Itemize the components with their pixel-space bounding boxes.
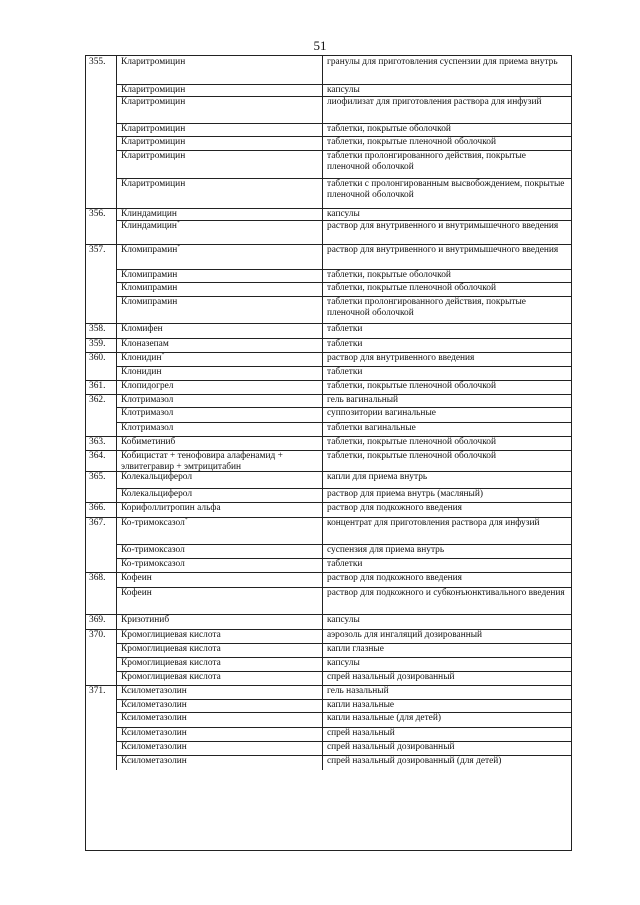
table-row (86, 727, 571, 741)
row-number: 356. (89, 209, 106, 219)
row-divider (116, 366, 571, 367)
drug-name (116, 685, 322, 699)
table-row (86, 657, 571, 671)
footnote-marker: * (177, 244, 181, 250)
row-divider (116, 96, 571, 97)
table-row (86, 150, 571, 178)
table-row (86, 178, 571, 208)
drug-name (116, 558, 322, 572)
table-row (86, 220, 571, 244)
table-row (86, 407, 571, 422)
row-divider (116, 136, 571, 137)
dosage-form: таблетки, покрытые оболочкой (322, 123, 573, 136)
row-number (86, 407, 116, 422)
table-row (86, 436, 571, 450)
row-number: 361. (89, 381, 106, 391)
drug-name (116, 517, 322, 544)
row-divider (116, 587, 571, 588)
dosage-form: таблетки, покрытые пленочной оболочкой (322, 380, 573, 394)
table-row (86, 323, 571, 338)
row-number (86, 123, 116, 136)
table-row (86, 96, 571, 123)
drug-name (116, 643, 322, 657)
row-number (86, 136, 116, 150)
drug-name-text: Кломипрамин (121, 245, 178, 255)
drug-name-text: Клиндамицин (121, 221, 177, 231)
drug-name-text: Кларитромицин (121, 85, 186, 95)
drug-name-text: Клотримазол (121, 408, 174, 418)
row-number (86, 587, 116, 614)
drug-name-text: Клоназепам (121, 339, 169, 349)
drug-name (116, 741, 322, 755)
drug-name (116, 244, 322, 269)
row-divider (116, 643, 571, 644)
row-number (86, 84, 116, 96)
row-divider (116, 712, 571, 713)
row-number: 368. (89, 573, 106, 583)
drug-name (116, 366, 322, 380)
dosage-form: таблетки пролонгированного действия, покрытые пленочной оболочкой (322, 150, 573, 178)
drug-name-text: Ксилометазолин (121, 700, 187, 710)
drug-name (116, 220, 322, 244)
page-number: 51 (313, 38, 327, 53)
drug-name (116, 488, 322, 502)
table-row (86, 296, 571, 323)
drug-name-text: Кларитромицин (121, 124, 186, 134)
drug-name-text: Клопидогрел (121, 381, 174, 391)
row-number (86, 643, 116, 657)
drug-name (116, 657, 322, 671)
dosage-form: лиофилизат для приготовления раствора для инфузий (322, 96, 573, 123)
row-number: 360. (89, 353, 106, 363)
drug-name-text: Кларитромицин (121, 179, 186, 189)
dosage-form: суспензия для приема внутрь (322, 544, 573, 558)
dosage-form: раствор для подкожного введения (322, 572, 573, 587)
row-number: 355. (89, 57, 106, 67)
row-number: 363. (89, 437, 106, 447)
dosage-form: раствор для приема внутрь (масляный) (322, 488, 573, 502)
row-number: 371. (89, 686, 106, 696)
drug-name (116, 712, 322, 727)
dosage-form: капли для приема внутрь (322, 471, 573, 488)
table-row (86, 712, 571, 727)
drug-name (116, 436, 322, 450)
row-divider (86, 323, 571, 324)
drug-name (116, 502, 322, 517)
table-row (86, 502, 571, 517)
dosage-form: концентрат для приготовления раствора для инфузий (322, 517, 573, 544)
dosage-form: капли назальные (322, 699, 573, 712)
row-number: 358. (89, 324, 106, 334)
drug-table (85, 55, 572, 851)
table-row (86, 488, 571, 502)
dosage-form: таблетки, покрытые пленочной оболочкой (322, 436, 573, 450)
drug-name (116, 422, 322, 436)
dosage-form: гранулы для приготовления суспензии для приема внутрь (322, 56, 573, 84)
row-divider (116, 178, 571, 179)
table-row (86, 56, 571, 84)
drug-name (116, 296, 322, 323)
row-number: 357. (89, 245, 106, 255)
drug-name-text: Ко-тримоксазол (121, 518, 185, 528)
dosage-form: таблетки, покрытые оболочкой (322, 269, 573, 282)
table-row (86, 352, 571, 366)
drug-name-text: Кобицистат + тенофовира алафенамид + элвитегравир + эмтрицитабин (121, 451, 283, 471)
row-number (86, 96, 116, 123)
table-row (86, 741, 571, 755)
drug-name-text: Кларитромицин (121, 137, 186, 147)
row-divider (116, 657, 571, 658)
dosage-form: раствор для подкожного и субконъюнктивального введения (322, 587, 573, 614)
row-number (86, 488, 116, 502)
row-number (86, 220, 116, 244)
table-row (86, 471, 571, 488)
drug-name-text: Колекальциферол (121, 472, 192, 482)
row-number (86, 712, 116, 727)
drug-name-text: Клиндамицин (121, 209, 177, 219)
drug-name (116, 671, 322, 685)
row-divider (116, 282, 571, 283)
table-row (86, 685, 571, 699)
dosage-form: таблетки вагинальные (322, 422, 573, 436)
drug-name (116, 269, 322, 282)
row-divider (116, 755, 571, 756)
table-row (86, 755, 571, 770)
drug-name-text: Кломипрамин (121, 283, 178, 293)
drug-name-text: Колекальциферол (121, 489, 192, 499)
drug-name-text: Кромоглициевая кислота (121, 644, 221, 654)
drug-name-text: Клонидин (121, 367, 162, 377)
drug-name (116, 380, 322, 394)
row-number: 369. (89, 615, 106, 625)
drug-name (116, 123, 322, 136)
drug-name (116, 544, 322, 558)
drug-name-text: Кларитромицин (121, 97, 186, 107)
row-number: 367. (89, 518, 106, 528)
row-divider (116, 488, 571, 489)
table-row (86, 338, 571, 352)
table-row (86, 629, 571, 643)
row-divider (86, 517, 571, 518)
dosage-form: таблетки (322, 323, 573, 338)
drug-name (116, 629, 322, 643)
drug-name-text: Кризотиниб (121, 615, 170, 625)
row-divider (86, 352, 571, 353)
dosage-form: спрей назальный (322, 727, 573, 741)
drug-name-text: Кларитромицин (121, 57, 186, 67)
footnote-marker: * (161, 352, 165, 358)
table-row (86, 269, 571, 282)
table-row (86, 422, 571, 436)
dosage-form: гель назальный (322, 685, 573, 699)
row-divider (86, 380, 571, 381)
drug-name (116, 323, 322, 338)
row-divider (116, 422, 571, 423)
row-number: 366. (89, 503, 106, 513)
dosage-form: капсулы (322, 208, 573, 220)
dosage-form: капсулы (322, 614, 573, 629)
row-divider (86, 244, 571, 245)
row-number (86, 671, 116, 685)
dosage-form: таблетки (322, 558, 573, 572)
drug-name (116, 755, 322, 770)
drug-name-text: Клотримазол (121, 423, 174, 433)
table-row (86, 643, 571, 657)
drug-name-text: Ко-тримоксазол (121, 559, 185, 569)
row-divider (86, 471, 571, 472)
dosage-form: спрей назальный дозированный (для детей) (322, 755, 573, 770)
drug-name (116, 338, 322, 352)
drug-name-text: Кломипрамин (121, 297, 178, 307)
drug-name (116, 208, 322, 220)
dosage-form: спрей назальный дозированный (322, 741, 573, 755)
row-divider (86, 629, 571, 630)
drug-name-text: Кофеин (121, 573, 152, 583)
row-number (86, 422, 116, 436)
drug-name (116, 471, 322, 488)
drug-name (116, 84, 322, 96)
table-row (86, 699, 571, 712)
drug-name (116, 450, 322, 471)
dosage-form: капсулы (322, 657, 573, 671)
table-row (86, 123, 571, 136)
row-divider (116, 699, 571, 700)
row-number: 359. (89, 339, 106, 349)
row-divider (86, 450, 571, 451)
dosage-form: таблетки (322, 338, 573, 352)
row-number (86, 296, 116, 323)
table-row (86, 544, 571, 558)
table-row (86, 208, 571, 220)
drug-name (116, 136, 322, 150)
row-divider (86, 572, 571, 573)
drug-name-text: Кофеин (121, 588, 152, 598)
drug-name (116, 150, 322, 178)
drug-name-text: Кромоглициевая кислота (121, 672, 221, 682)
drug-name-text: Кобиметиниб (121, 437, 176, 447)
table-row (86, 84, 571, 96)
table-row (86, 380, 571, 394)
row-divider (116, 84, 571, 85)
drug-name-text: Ксилометазолин (121, 713, 187, 723)
row-number (86, 727, 116, 741)
row-divider (116, 220, 571, 221)
row-divider (116, 544, 571, 545)
dosage-form: таблетки, покрытые пленочной оболочкой (322, 282, 573, 296)
row-number (86, 282, 116, 296)
table-row (86, 517, 571, 544)
dosage-form: таблетки, покрытые пленочной оболочкой (322, 136, 573, 150)
row-divider (86, 685, 571, 686)
drug-name (116, 96, 322, 123)
drug-name (116, 407, 322, 422)
dosage-form: суппозитории вагинальные (322, 407, 573, 422)
row-number (86, 178, 116, 208)
dosage-form: спрей назальный дозированный (322, 671, 573, 685)
drug-name (116, 727, 322, 741)
dosage-form: таблетки (322, 366, 573, 380)
row-divider (116, 150, 571, 151)
table-row (86, 136, 571, 150)
table-row (86, 394, 571, 407)
drug-name-text: Ко-тримоксазол (121, 545, 185, 555)
table-row (86, 244, 571, 269)
drug-name (116, 352, 322, 366)
drug-name (116, 587, 322, 614)
row-divider (86, 436, 571, 437)
row-number (86, 366, 116, 380)
table-row (86, 614, 571, 629)
footnote-marker: * (176, 220, 180, 226)
row-divider (116, 407, 571, 408)
dosage-form: таблетки, покрытые пленочной оболочкой (322, 450, 573, 471)
row-number: 370. (89, 630, 106, 640)
row-divider (86, 502, 571, 503)
drug-name-text: Кларитромицин (121, 151, 186, 161)
row-number: 364. (89, 451, 106, 461)
dosage-form: капсулы (322, 84, 573, 96)
drug-name-text: Кромоглициевая кислота (121, 658, 221, 668)
row-divider (116, 671, 571, 672)
drug-name-text: Корифоллитропин альфа (121, 503, 221, 513)
dosage-form: капли глазные (322, 643, 573, 657)
table-row (86, 450, 571, 471)
row-number (86, 755, 116, 770)
drug-name-text: Ксилометазолин (121, 756, 187, 766)
dosage-form: раствор для подкожного введения (322, 502, 573, 517)
row-number (86, 544, 116, 558)
drug-name (116, 178, 322, 208)
table-row (86, 572, 571, 587)
drug-name (116, 614, 322, 629)
drug-name-text: Ксилометазолин (121, 742, 187, 752)
dosage-form: раствор для внутривенного и внутримышечного введения (322, 220, 573, 244)
drug-name (116, 394, 322, 407)
row-divider (116, 741, 571, 742)
table-row (86, 282, 571, 296)
dosage-form: таблетки пролонгированного действия, покрытые пленочной оболочкой (322, 296, 573, 323)
row-number (86, 558, 116, 572)
row-number (86, 150, 116, 178)
dosage-form: раствор для внутривенного введения (322, 352, 573, 366)
dosage-form: гель вагинальный (322, 394, 573, 407)
drug-name-text: Ксилометазолин (121, 728, 187, 738)
table-row (86, 671, 571, 685)
row-divider (116, 727, 571, 728)
table-row (86, 366, 571, 380)
dosage-form: таблетки с пролонгированным высвобождением, покрытые пленочной оболочкой (322, 178, 573, 208)
row-number (86, 657, 116, 671)
row-divider (86, 394, 571, 395)
dosage-form: капли назальные (для детей) (322, 712, 573, 727)
drug-name-text: Кломифен (121, 324, 163, 334)
row-number: 365. (89, 472, 106, 482)
row-number (86, 269, 116, 282)
footnote-marker: * (184, 517, 188, 523)
drug-name (116, 282, 322, 296)
row-number (86, 741, 116, 755)
dosage-form: аэрозоль для ингаляций дозированный (322, 629, 573, 643)
table-row (86, 587, 571, 614)
row-divider (116, 269, 571, 270)
drug-name-text: Кромоглициевая кислота (121, 630, 221, 640)
row-number (86, 699, 116, 712)
row-number: 362. (89, 395, 106, 405)
dosage-form: раствор для внутривенного и внутримышечного введения (322, 244, 573, 269)
drug-name (116, 699, 322, 712)
row-divider (86, 338, 571, 339)
row-divider (116, 558, 571, 559)
drug-name-text: Ксилометазолин (121, 686, 187, 696)
drug-name (116, 56, 322, 84)
drug-name-text: Клонидин (121, 353, 162, 363)
drug-name-text: Клотримазол (121, 395, 174, 405)
row-divider (86, 208, 571, 209)
drug-name (116, 572, 322, 587)
row-divider (116, 296, 571, 297)
row-divider (116, 123, 571, 124)
table-row (86, 558, 571, 572)
row-divider (86, 614, 571, 615)
drug-name-text: Кломипрамин (121, 270, 178, 280)
